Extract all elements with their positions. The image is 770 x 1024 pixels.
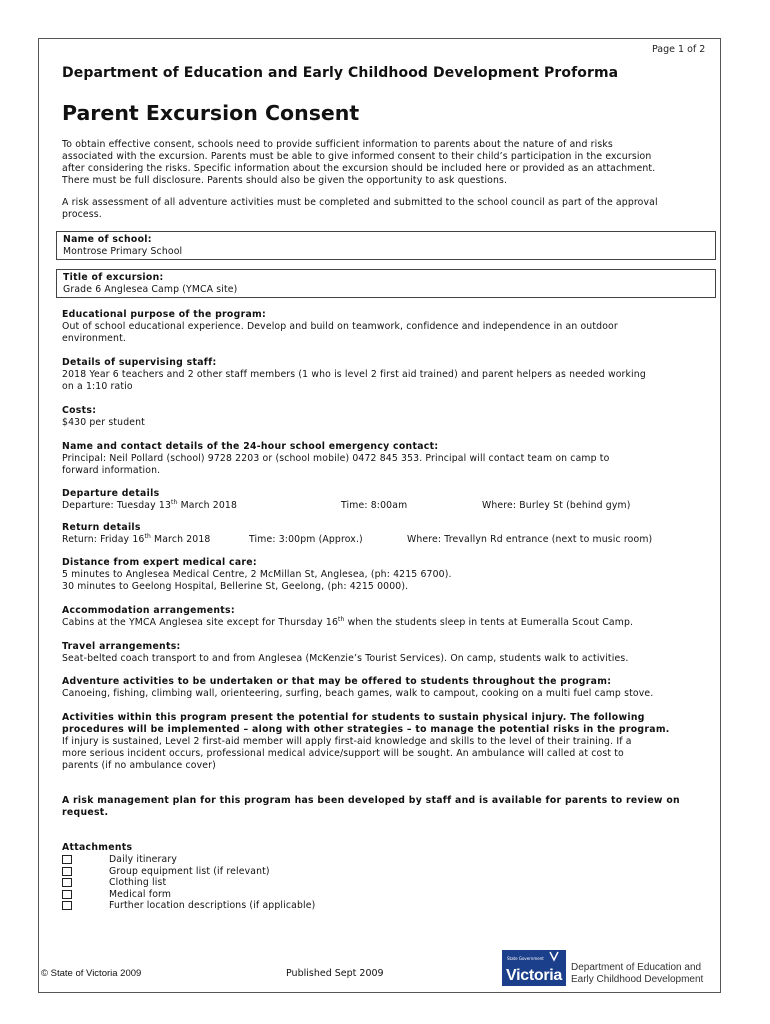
departure-section: [62, 488, 712, 512]
attachment-checkbox[interactable]: [62, 878, 72, 887]
attachment-label: Clothing list: [109, 877, 167, 888]
travel-section: [62, 641, 712, 665]
published-date: Published Sept 2009: [286, 968, 384, 979]
staff-label: Details of supervising staff:: [62, 357, 217, 368]
emergency-contact-line: forward information.: [62, 465, 161, 476]
risk-assessment-note: [62, 197, 710, 221]
accommodation-value: Cabins at the YMCA Anglesea site except for Thursday 16th when the students sleep in tents at Eumeralla Scout Camp.: [62, 616, 634, 628]
excursion-title-value: Grade 6 Anglesea Camp (YMCA site): [63, 284, 238, 295]
intro-line: after considering the risks. Specific information about the excursion should be included here or provided as an attachment.: [62, 163, 656, 174]
footer-department-line: Department of Education and: [571, 962, 702, 973]
return-date: Return: Friday 16th March 2018: [62, 533, 211, 545]
attachment-item: [62, 877, 712, 889]
intro-line: To obtain effective consent, schools need to provide sufficient information to parents about the nature of and risks: [62, 139, 613, 150]
attachment-item: [62, 866, 712, 878]
return-row: [62, 534, 712, 546]
attachment-label: Medical form: [109, 888, 172, 900]
return-time: Time: 3:00pm (Approx.): [249, 534, 363, 545]
intro-line: associated with the excursion. Parents must be able to give informed consent to their child’s participation in the excursion: [62, 151, 652, 162]
attachments-section: [62, 842, 712, 912]
intro-paragraph: [62, 139, 710, 187]
attachment-checkbox[interactable]: [62, 867, 72, 876]
purpose-line: environment.: [62, 333, 126, 344]
departure-date: Departure: Tuesday 13th March 2018: [62, 499, 238, 511]
staff-line: 2018 Year 6 teachers and 2 other staff members (1 who is level 2 first aid trained) and parent helpers as needed working: [62, 369, 646, 380]
injury-bold-line: procedures will be implemented – along with other strategies – to manage the potential risks in the program.: [62, 724, 670, 735]
school-name-box: [56, 231, 716, 260]
purpose-label: Educational purpose of the program:: [62, 309, 267, 320]
staff-line: on a 1:10 ratio: [62, 381, 133, 392]
injury-line: parents (if no ambulance cover): [62, 760, 216, 771]
departure-location: Where: Burley St (behind gym): [482, 500, 631, 511]
purpose-section: [62, 309, 712, 345]
activities-value: Canoeing, fishing, climbing wall, orienteering, surfing, beach games, walk to campout, cooking on a multi fuel camp stove.: [62, 688, 654, 699]
travel-value: Seat-belted coach transport to and from Anglesea (McKenzie’s Tourist Services). On camp, students walk to activities.: [62, 653, 629, 664]
attachment-item: [62, 854, 712, 866]
attachments-label: Attachments: [62, 842, 133, 853]
attachment-item: [62, 889, 712, 901]
school-name-label: Name of school:: [63, 234, 152, 245]
school-name-value: Montrose Primary School: [63, 246, 183, 257]
attachment-label: Daily itinerary: [109, 854, 177, 865]
return-section: [62, 522, 712, 546]
costs-label: Costs:: [62, 405, 97, 416]
risk-note-line: A risk assessment of all adventure activities must be completed and submitted to the school council as part of the approval: [62, 197, 658, 208]
excursion-title-label: Title of excursion:: [63, 272, 164, 283]
attachment-checkbox[interactable]: [62, 901, 72, 910]
emergency-contact-section: [62, 441, 712, 477]
departure-row: [62, 500, 712, 512]
footer-department-line: Early Childhood Development: [571, 974, 704, 985]
medical-care-label: Distance from expert medical care:: [62, 557, 257, 568]
medical-care-line: 5 minutes to Anglesea Medical Centre, 2 McMillan St, Anglesea, (ph: 4215 6700).: [62, 569, 452, 580]
emergency-contact-line: Principal: Neil Pollard (school) 9728 2203 or (school mobile) 0472 845 353. Principal will contact team on camp to: [62, 453, 610, 464]
excursion-title-box: [56, 269, 716, 298]
page-title: Parent Excursion Consent: [62, 101, 360, 125]
emergency-contact-label: Name and contact details of the 24-hour school emergency contact:: [62, 441, 439, 452]
departure-label: Departure details: [62, 488, 160, 499]
injury-section: [62, 712, 712, 772]
return-label: Return details: [62, 522, 141, 533]
activities-section: [62, 676, 712, 700]
logo-wordmark: Victoria: [506, 967, 562, 984]
risk-plan-line: A risk management plan for this program has been developed by staff and is available for parents to review on: [62, 795, 680, 806]
logo-small-text: State Government: [507, 956, 544, 961]
costs-value: $430 per student: [62, 417, 145, 428]
staff-section: [62, 357, 712, 393]
injury-line: If injury is sustained, Level 2 first-aid member will apply first-aid knowledge and skills to the level of their training. If a: [62, 736, 632, 747]
travel-label: Travel arrangements:: [62, 641, 181, 652]
risk-plan-line: request.: [62, 807, 109, 818]
medical-care-section: [62, 557, 712, 593]
departure-time: Time: 8:00am: [341, 500, 408, 511]
department-heading: Department of Education and Early Childhood Development Proforma: [62, 65, 619, 81]
attachment-label: Further location descriptions (if applicable): [109, 900, 316, 911]
costs-section: [62, 405, 712, 429]
accommodation-section: [62, 605, 712, 629]
risk-plan-section: [62, 795, 712, 819]
risk-note-line: process.: [62, 209, 102, 220]
page-number: Page 1 of 2: [652, 44, 706, 55]
copyright-notice: © State of Victoria 2009: [41, 968, 142, 979]
return-location: Where: Trevallyn Rd entrance (next to music room): [407, 534, 653, 545]
attachment-item: [62, 900, 712, 912]
injury-line: more serious incident occurs, professional medical advice/support will be sought. An ambulance will called at cost to: [62, 748, 624, 759]
injury-bold-line: Activities within this program present the potential for students to sustain physical injury. The following: [62, 712, 645, 723]
attachment-label: Group equipment list (if relevant): [109, 865, 270, 877]
attachment-checkbox[interactable]: [62, 855, 72, 864]
medical-care-line: 30 minutes to Geelong Hospital, Bellerine St, Geelong, (ph: 4215 0000).: [62, 581, 409, 592]
footer-department: [571, 962, 703, 986]
accommodation-label: Accommodation arrangements:: [62, 605, 235, 616]
intro-line: There must be full disclosure. Parents should also be given the opportunity to ask questions.: [62, 175, 508, 186]
activities-label: Adventure activities to be undertaken or that may be offered to students throughout the program:: [62, 676, 612, 687]
attachment-checkbox[interactable]: [62, 890, 72, 899]
purpose-line: Out of school educational experience. Develop and build on teamwork, confidence and independence in an outdoor: [62, 321, 618, 332]
